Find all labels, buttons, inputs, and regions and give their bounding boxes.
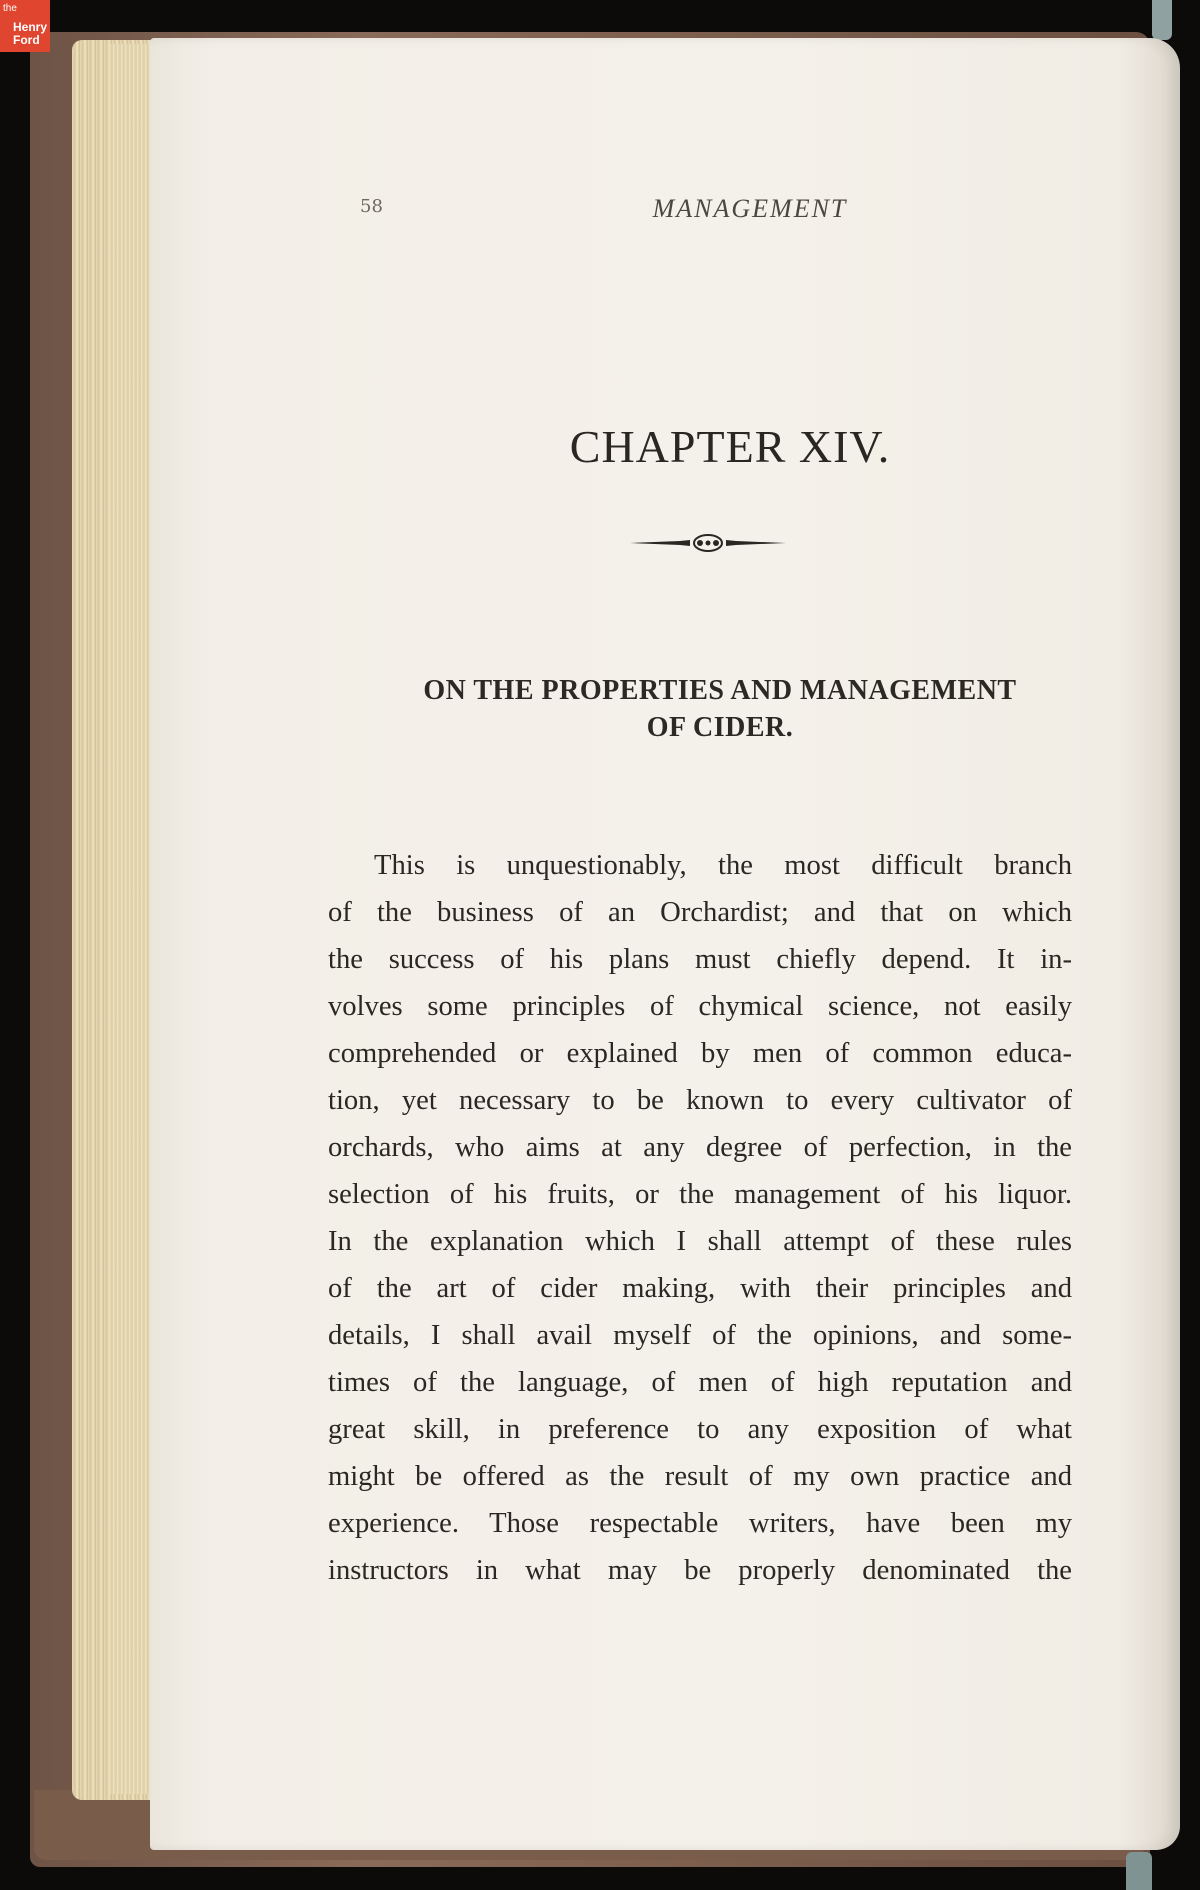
section-title-line-2: OF CIDER.: [646, 712, 794, 743]
body-line: tion, yet necessary to be known to every cultivator of: [328, 1085, 1072, 1116]
body-line: In the explanation which I shall attempt of these rules: [328, 1226, 1072, 1257]
body-line: This is unquestionably, the most difficult branch: [374, 850, 1072, 881]
section-title: [360, 672, 1080, 746]
chapter-title: CHAPTER XIV.: [569, 421, 891, 472]
body-line: volves some principles of chymical science, not easily: [328, 991, 1072, 1022]
logo-text-ford: Ford: [13, 33, 40, 47]
body-line: the success of his plans must chiefly depend. It in-: [328, 944, 1072, 975]
body-line: details, I shall avail myself of the opinions, and some-: [328, 1320, 1072, 1351]
body-line: instructors in what may be properly denominated the: [328, 1555, 1072, 1586]
body-line: experience. Those respectable writers, have been my: [328, 1508, 1072, 1539]
body-line: orchards, who aims at any degree of perfection, in the: [328, 1132, 1072, 1163]
section-title-line-1: ON THE PROPERTIES AND MANAGEMENT: [423, 675, 1017, 706]
body-paragraph: [328, 842, 1072, 1594]
running-head: MANAGEMENT: [652, 194, 848, 223]
body-line: comprehended or explained by men of common educa-: [328, 1038, 1072, 1069]
henry-ford-logo: [0, 0, 50, 52]
body-line: times of the language, of men of high reputation and: [328, 1367, 1072, 1398]
body-line: selection of his fruits, or the management of his liquor.: [328, 1179, 1072, 1210]
decorative-ornament-icon: [628, 532, 788, 554]
logo-text-henry: Henry: [13, 20, 48, 34]
body-line: of the business of an Orchardist; and that on which: [328, 897, 1072, 928]
logo-text-the: the: [3, 3, 17, 14]
body-line: of the art of cider making, with their principles and: [328, 1273, 1072, 1304]
bookmark-ribbon-bottom: [1126, 1852, 1152, 1890]
bookmark-ribbon-top: [1152, 0, 1172, 40]
body-line: might be offered as the result of my own practice and: [328, 1461, 1072, 1492]
body-line: great skill, in preference to any exposition of what: [328, 1414, 1072, 1445]
page-number: 58: [360, 196, 383, 217]
